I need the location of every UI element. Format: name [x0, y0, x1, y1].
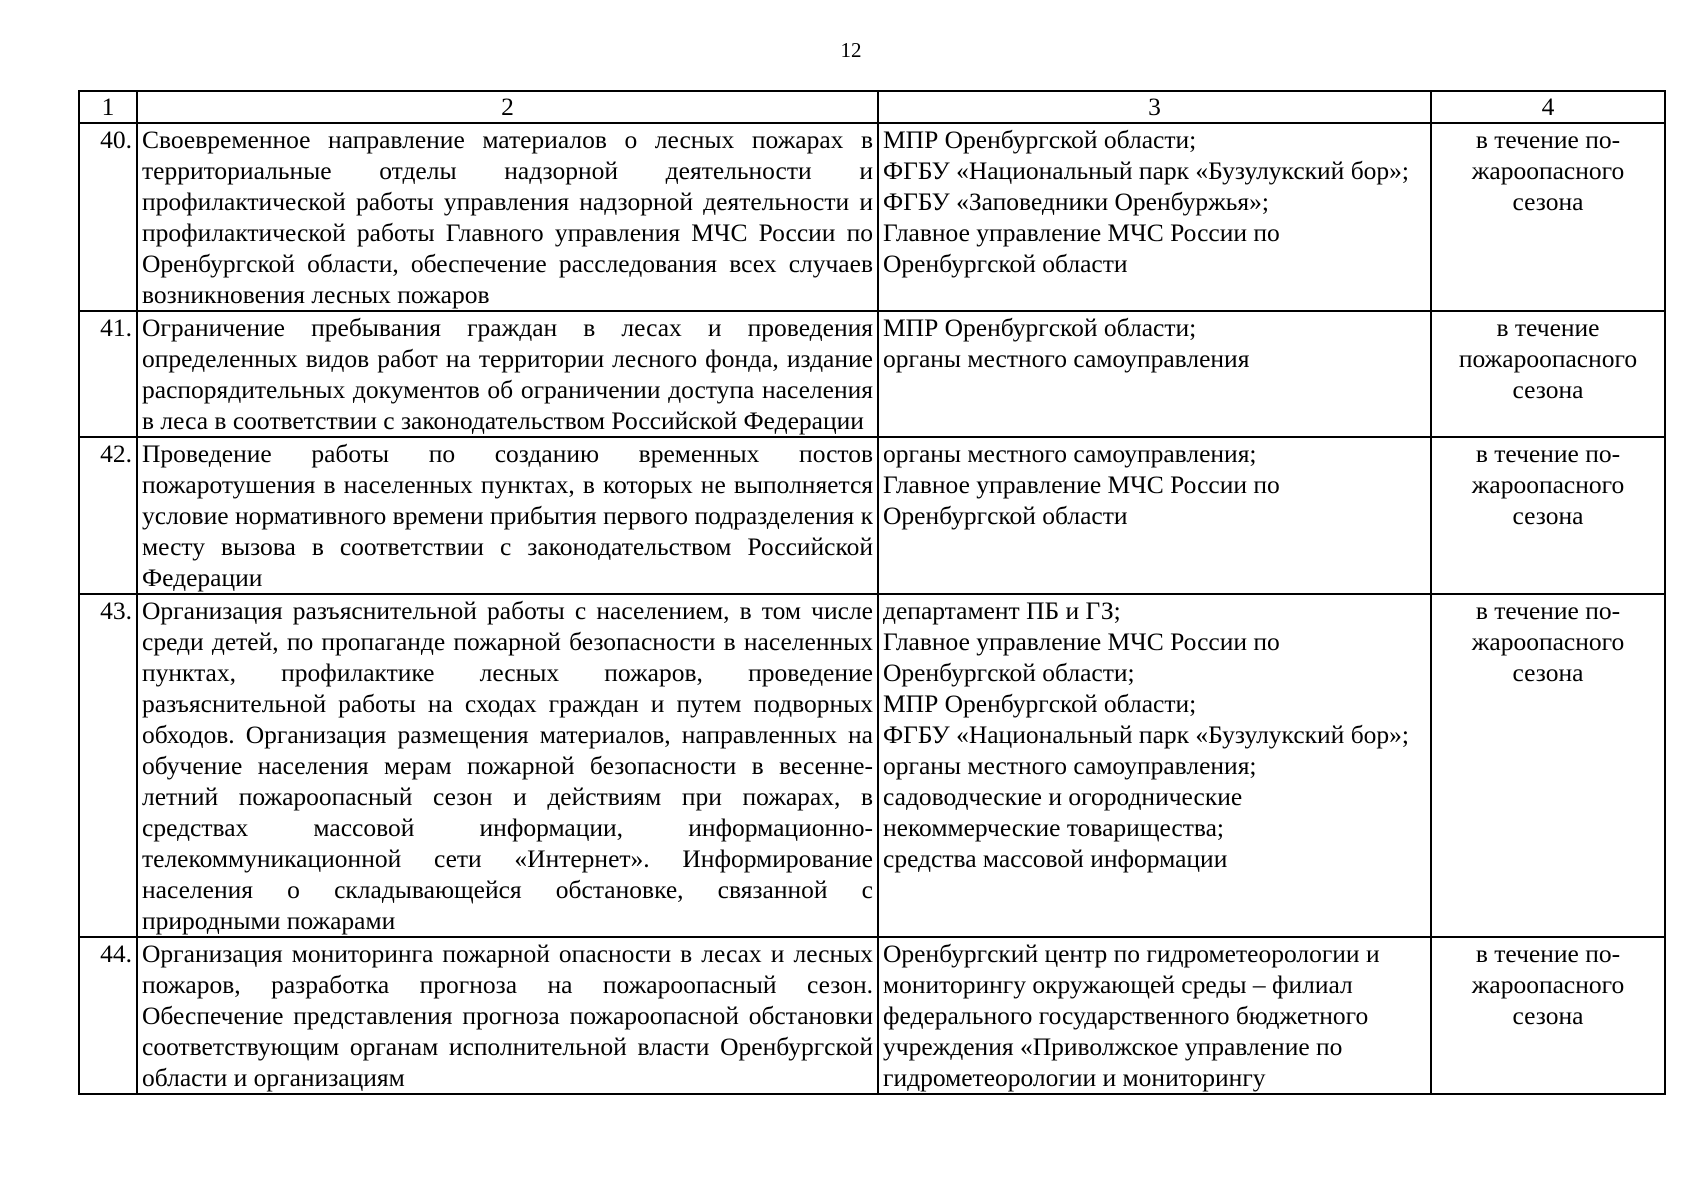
table-row	[79, 937, 1665, 1094]
term-line: жароопасного	[1471, 470, 1625, 499]
table-row	[79, 123, 1665, 311]
row-number: 41.	[79, 311, 137, 437]
executor: ФГБУ «Заповедники Оренбуржья»;	[883, 187, 1269, 216]
table-header-row	[79, 91, 1665, 123]
term-line: жароопасного	[1471, 627, 1625, 656]
term-line: сезона	[1512, 658, 1584, 687]
table-row	[79, 437, 1665, 594]
term-line: жароопасного	[1471, 970, 1625, 999]
executor: органы местного самоуправления	[883, 344, 1250, 373]
executor: органы местного самоуправления;	[883, 751, 1257, 780]
measure-description: Ограничение пребывания граждан в лесах и проведения определенных видов работ на территории лесного фонда, издание распорядительных документов об ограничении доступа населения в леса в соответствии с законодательством Российской Федерации	[137, 311, 878, 437]
column-header-4: 4	[1431, 91, 1665, 123]
row-number: 40.	[79, 123, 137, 311]
measure-description: Проведение работы по созданию временных постов пожаротушения в населенных пунктах, в которых не выполняется условие нормативного времени прибытия первого подразделения к месту вызова в соответствии с законодательством Российской Федерации	[137, 437, 878, 594]
executor: Главное управление МЧС России по Оренбургской области	[883, 218, 1280, 278]
responsible-executors	[878, 937, 1431, 1094]
responsible-executors	[878, 437, 1431, 594]
column-header-2: 2	[137, 91, 878, 123]
executor: МПР Оренбургской области;	[883, 689, 1197, 718]
term-line: жароопасного	[1471, 156, 1625, 185]
executor: департамент ПБ и ГЗ;	[883, 596, 1121, 625]
measure-description: Организация разъяснительной работы с населением, в том числе среди детей, по пропаганде пожарной безопасности в населенных пунктах, профилактике лесных пожаров, проведение разъяснительной работы на сходах граждан и путем подворных обходов. Организация размещения материалов, направленных на обучение населения мерам пожарной безопасности в весенне-летний пожароопасный сезон и действиям при пожарах, в средствах массовой информации, информационно-телекоммуникационной сети «Интернет». Информирование населения о складывающейся обстановке, связанной с природными пожарами	[137, 594, 878, 937]
term-line: в течение	[1496, 313, 1600, 342]
executor: органы местного самоуправления;	[883, 439, 1257, 468]
term-line: пожароопасного	[1458, 344, 1638, 373]
executor: Оренбургский центр по гидрометеорологии и мониторингу окружающей среды – филиал федерального государственного бюджетного учреждения «Приволжское управление по гидрометеорологии и мониторингу	[883, 939, 1380, 1092]
execution-term	[1431, 437, 1665, 594]
executor: Главное управление МЧС России по Оренбургской области;	[883, 627, 1280, 687]
term-line: сезона	[1512, 375, 1584, 404]
column-header-1: 1	[79, 91, 137, 123]
executor: ФГБУ «Национальный парк «Бузулукский бор»;	[883, 720, 1409, 749]
term-line: сезона	[1512, 187, 1584, 216]
table-row	[79, 311, 1665, 437]
term-line: в течение по-	[1475, 939, 1621, 968]
executor: ФГБУ «Национальный парк «Бузулукский бор»;	[883, 156, 1409, 185]
row-number: 42.	[79, 437, 137, 594]
row-number: 44.	[79, 937, 137, 1094]
page-number: 12	[840, 38, 862, 62]
term-line: в течение по-	[1475, 125, 1621, 154]
column-header-3: 3	[878, 91, 1431, 123]
measure-description: Своевременное направление материалов о лесных пожарах в территориальные отделы надзорной деятельности и профилактической работы управления надзорной деятельности и профилактической работы Главного управления МЧС России по Оренбургской области, обеспечение расследования всех случаев возникновения лесных пожаров	[137, 123, 878, 311]
executor: средства массовой информации	[883, 844, 1228, 873]
executor: МПР Оренбургской области;	[883, 125, 1197, 154]
responsible-executors	[878, 123, 1431, 311]
term-line: сезона	[1512, 1001, 1584, 1030]
responsible-executors	[878, 311, 1431, 437]
execution-term	[1431, 594, 1665, 937]
term-line: сезона	[1512, 501, 1584, 530]
term-line: в течение по-	[1475, 596, 1621, 625]
execution-term	[1431, 311, 1665, 437]
execution-term	[1431, 937, 1665, 1094]
executor: Главное управление МЧС России по Оренбургской области	[883, 470, 1280, 530]
term-line: в течение по-	[1475, 439, 1621, 468]
executor: МПР Оренбургской области;	[883, 313, 1197, 342]
measures-table	[78, 90, 1666, 1095]
executor: садоводческие и огороднические некоммерческие товарищества;	[883, 782, 1243, 842]
execution-term	[1431, 123, 1665, 311]
responsible-executors	[878, 594, 1431, 937]
row-number: 43.	[79, 594, 137, 937]
table-row	[79, 594, 1665, 937]
measure-description: Организация мониторинга пожарной опасности в лесах и лесных пожаров, разработка прогноза на пожароопасный сезон. Обеспечение представления прогноза пожароопасной обстановки соответствующим органам исполнительной власти Оренбургской области и организациям	[137, 937, 878, 1094]
